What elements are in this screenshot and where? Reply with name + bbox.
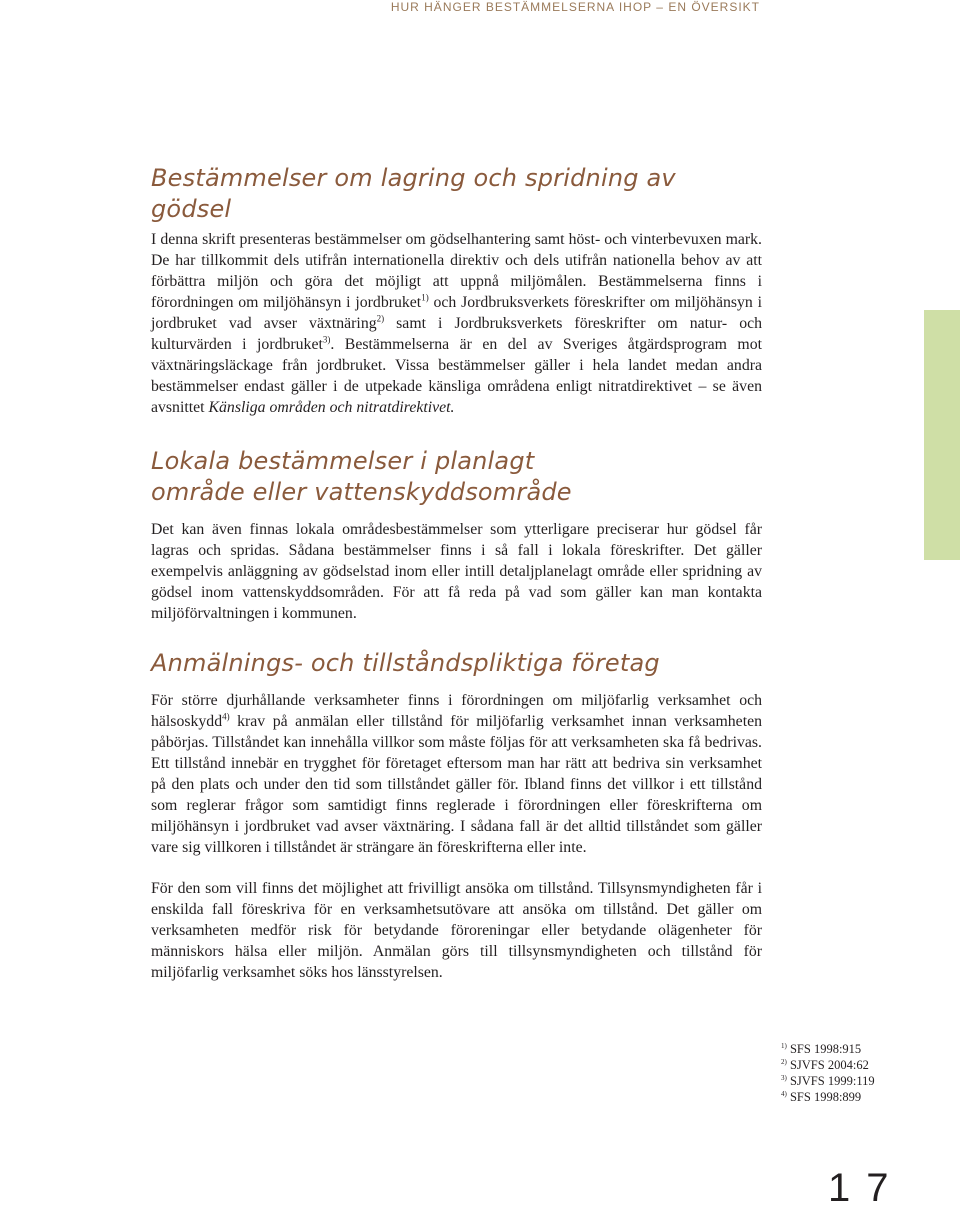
main-content <box>151 163 762 983</box>
paragraph-storage-spreading: I denna skrift presenteras bestämmelser om gödselhantering samt höst- och vinterbevuxen mark. De har tillkommit dels utifrån internationella direktiv och dels utifrån nationella behov av att förbättra miljön och göra det möjligt att uppnå miljömålen. Bestämmelserna finns i förordningen om miljöhänsyn i jordbruket$^{1)}$ och Jordbruksverkets föreskrifter om miljöhänsyn i jordbruket vad avser växtnäring$^{2)}$ samt i Jordbruksverkets föreskrifter om natur- och kulturvärden i jordbruket$^{3)}$. Bestämmelserna är en del av Sveriges åtgärdsprogram mot växtnäringsläckage från jordbruket. Vissa bestämmelser gäller i hela landet medan andra bestämmelser endast gäller i de utpekade känsliga områdena enligt nitratdirektivet – se även avsnittet Känsliga områden och nitratdirektivet. <box>151 231 762 416</box>
footnote-item: $^{3)}$ SJVFS 1999:119 <box>781 1073 875 1088</box>
footnote-item: $^{1)}$ SFS 1998:915 <box>781 1041 862 1056</box>
section-heading-local-rules: Lokala bestämmelser i planlagt område eller vattenskyddsområde <box>151 447 572 506</box>
paragraph-permit-2: För den som vill finns det möjlighet att frivilligt ansöka om tillstånd. Tillsynsmyndigheten får i enskilda fall föreskriva för en verksamhetsutövare att ansöka om tillstånd. Det gäller om verksamheten medför risk för betydande föroreningar eller betydande olägenheter för människors hälsa eller miljön. Anmälan görs till tillsynsmyndigheten och tillstånd för miljöfarlig verksamhet söks hos länsstyrelsen. <box>151 880 762 981</box>
footnote-ref-3[interactable]: 3) <box>322 334 331 345</box>
section-cross-reference: Känsliga områden och nitratdirektivet. <box>208 399 455 416</box>
page-number: 17 <box>828 1166 905 1210</box>
footnote-ref-2[interactable]: 2) <box>376 313 385 324</box>
paragraph-local-rules: Det kan även finnas lokala områdesbestämmelser som ytterligare preciserar hur gödsel får lagras och spridas. Sådana bestämmelser finns i så fall i lokala föreskrifter. Det gäller exempelvis anläggning av gödselstad inom eller intill detaljplanelagt område eller spridning av gödsel inom vattenskyddsområden. För att få reda på vad som gäller kan man kontakta miljöförvaltningen i kommunen. <box>151 521 762 622</box>
footnote-item: $^{2)}$ SJVFS 2004:62 <box>781 1057 869 1072</box>
section-heading-storage-spreading: Bestämmelser om lagring och spridning av gödsel <box>151 164 676 223</box>
footnote-ref-1[interactable]: 1) <box>421 292 429 303</box>
section-heading-permit-companies: Anmälnings- och tillståndspliktiga företag <box>151 649 660 677</box>
footnote-item: $^{4)}$ SFS 1998:899 <box>781 1089 862 1104</box>
section-tab-marker <box>924 310 960 560</box>
running-head: HUR HÄNGER BESTÄMMELSERNA IHOP – EN ÖVERSIKT <box>390 0 760 14</box>
footnotes <box>781 1041 875 1105</box>
footnote-ref-4[interactable]: 4) <box>222 711 230 722</box>
paragraph-permit-1: För större djurhållande verksamheter finns i förordningen om miljöfarlig verksamhet och hälsoskydd$^{4)}$ krav på anmälan eller tillstånd för miljöfarlig verksamhet innan verksamheten påbörjas. Tillståndet kan innehålla villkor som måste följas för att verksamheten ska få bedrivas. Ett tillstånd innebär en trygghet för företaget eftersom man har rätt att bedriva sin verksamhet på den plats och under den tid som tillståndet gäller för. Ibland finns det villkor i ett tillstånd som reglerar frågor som samtidigt finns reglerade i förordningen eller föreskrifterna om miljöhänsyn i jordbruket vad avser växtnäring. I sådana fall är det alltid tillståndet som gäller vare sig villkoren i tillståndet är strängare än föreskrifterna eller inte. <box>151 692 762 856</box>
